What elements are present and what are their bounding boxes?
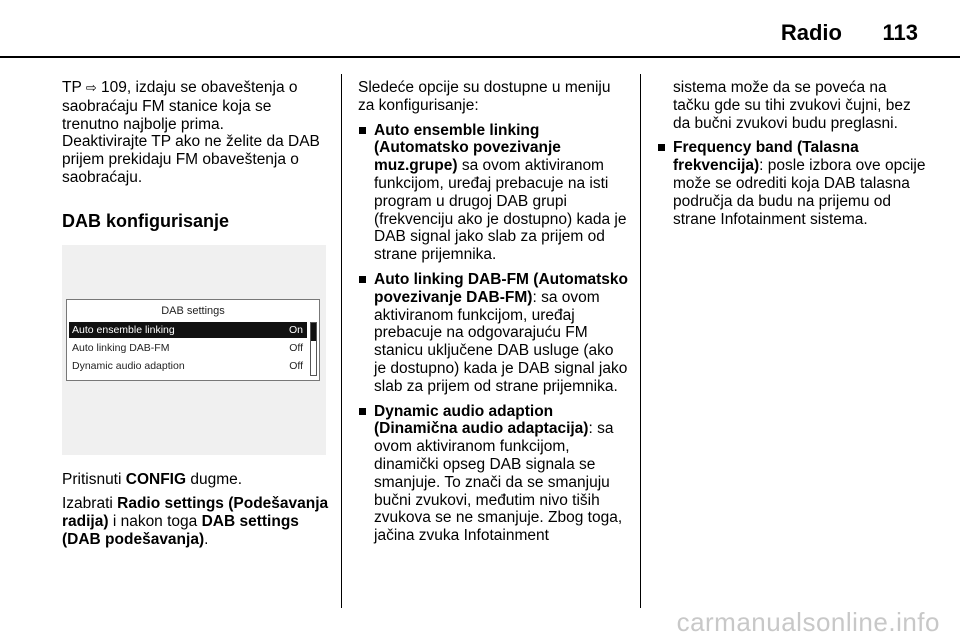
column-2 (358, 79, 628, 545)
text: dugme. (186, 470, 243, 488)
continued-text: sistema može da se poveća na tačku gde su tihi zvukovi čujni, bez da bučni zvukovi budu preglasni. (673, 79, 911, 132)
page-number: 113 (882, 20, 918, 45)
page-header (0, 0, 960, 56)
options-intro: Sledeće opcije su dostupne u meniju za konfigurisanje: (358, 79, 611, 114)
bullet-square-icon (359, 127, 366, 134)
menu-row-auto-ensemble (69, 322, 307, 338)
text: Pritisnuti (62, 470, 126, 488)
menu-row-dynamic-audio (69, 358, 307, 374)
column-divider (341, 74, 342, 608)
dab-settings-screenshot (62, 245, 326, 455)
bullet-item (358, 122, 628, 264)
bullet-item (358, 271, 628, 396)
column-1 (62, 79, 330, 549)
deactivate-paragraph: Deaktivirajte TP ako ne želite da DAB prijem prekidaju FM obaveštenja o saobraćaju. (62, 133, 320, 186)
header-rule (0, 56, 960, 58)
menu-row-label: Dynamic audio adaption (72, 359, 185, 372)
scrollbar (310, 322, 317, 376)
bullet-square-icon (359, 408, 366, 415)
watermark: carmanualsonline.info (676, 607, 940, 637)
menu-row-value: Off (289, 359, 303, 372)
menu-row-label: Auto ensemble linking (72, 323, 175, 336)
tp-text-cont: 109, izdaju se obaveštenja o saobraćaju FM stanice koja se trenutno najbolje prima. (62, 79, 298, 133)
option-title: Frequency band (Talasna frekvencija) (673, 139, 859, 175)
tp-text: TP (62, 79, 86, 96)
scrollbar-thumb (311, 323, 316, 341)
menu-row-label: Auto linking DAB-FM (72, 341, 170, 354)
select-paragraph (62, 495, 330, 548)
option-text: : sa ovom aktiviranom funkcijom, dinamički opseg DAB signala se smanjuje. To znači da se smanjuju bučni zvukovi, međutim nivo tiših zvukova se ne smanjuje. Zbog toga, jačina zvuka Infotainment (374, 420, 623, 545)
option-text: : posle izbora ove opcije može se odrediti koja DAB talasna područja da budu na prijemu od strane Infotainment sistema. (673, 157, 926, 228)
bullet-square-icon (658, 144, 665, 151)
text: . (204, 530, 209, 548)
bullet-item (358, 403, 628, 545)
section-heading: DAB konfigurisanje (62, 210, 230, 231)
dab-settings-label: DAB settings (DAB podešavanja) (62, 513, 299, 548)
option-text: : sa ovom aktiviranom funkcijom, uređaj prebacuje na odgovarajuću FM stanicu uključene DAB usluge (ako je dostupno) kada je DAB signal jako slab za prijem od strane prijemnika. (374, 288, 628, 395)
cross-reference-arrow-icon: ⇨ (85, 81, 97, 96)
option-text: sa ovom aktiviranom funkcijom, uređaj prebacuje na isti program u drugoj DAB grupi (frekvenciju ako je dostupno) kada je DAB signal jako slab za prijem od strane prijemnika. (374, 157, 627, 264)
menu-row-auto-linking (69, 340, 307, 356)
menu-row-value: On (288, 323, 303, 336)
press-config-paragraph (62, 471, 330, 489)
option-title: Auto ensemble linking (Automatsko povezivanje muz.grupe) (374, 121, 561, 175)
dab-settings-panel (66, 299, 320, 381)
section-title: Radio (780, 20, 842, 45)
option-title: Dynamic audio adaption (Dinamična audio adaptacija) (374, 402, 589, 438)
menu-row-value: Off (289, 341, 303, 354)
text: i nakon toga (108, 513, 202, 531)
tp-paragraph (62, 79, 330, 133)
bullet-item (657, 139, 927, 228)
radio-settings-label: Radio settings (Podešavanja radija) (62, 495, 329, 531)
option-title: Auto linking DAB-FM (Automatsko povezivanje DAB-FM) (374, 270, 629, 306)
column-divider (640, 74, 641, 608)
bullet-square-icon (359, 276, 366, 283)
column-3 (657, 79, 927, 228)
config-button-label: CONFIG (125, 470, 187, 488)
text: Izabrati (62, 495, 118, 513)
panel-title: DAB settings (161, 304, 225, 317)
